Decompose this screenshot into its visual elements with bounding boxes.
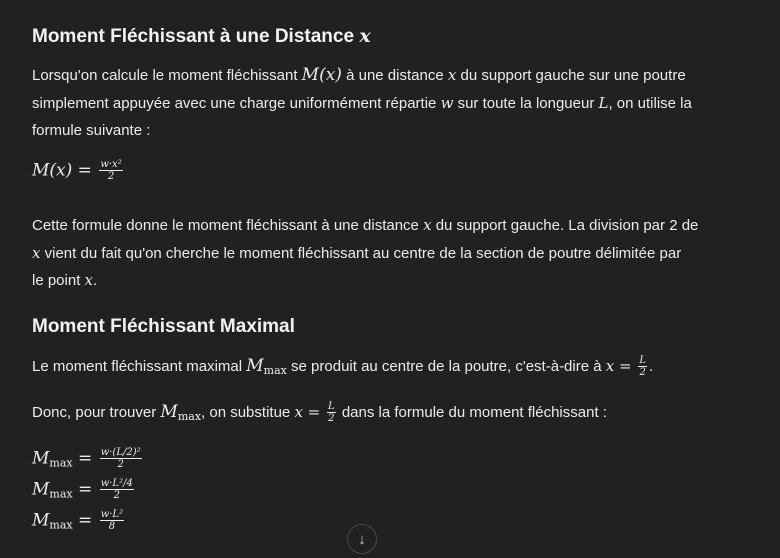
scroll-to-bottom-button[interactable] bbox=[347, 524, 377, 554]
arrow-down-icon: ↓ bbox=[358, 530, 366, 548]
paragraph-line: formule suivante : bbox=[32, 122, 151, 139]
fraction: $\frac{\text{w·x²}}{2}$ bbox=[100, 159, 122, 182]
paragraph-line: Donc, pour trouver $M_{max}$, on substitue x = $\frac{L}{2}$ dans la formule du moment fléchissant : bbox=[32, 401, 607, 425]
paragraph-line: simplement appuyée avec une charge uniformément répartie w sur toute la longueur L, on utilise la bbox=[32, 94, 692, 112]
paragraph-line: x vient du fait qu'on cherche le moment fléchissant au centre de la section de poutre délimitée par bbox=[32, 244, 682, 262]
formula-mmax-result: $M_{max}$ = $\frac{\text{w·L²}}{8}$ bbox=[32, 509, 124, 532]
formula-mmax-step2: $M_{max}$ = $\frac{\text{w·L²/4}}{2}$ bbox=[32, 478, 133, 501]
paragraph-line: Lorsqu'on calcule le moment fléchissant M(x) à une distance x du support gauche sur une poutre bbox=[32, 65, 686, 85]
formula-moment: M(x) = $\frac{\text{w·x²}}{2}$ bbox=[32, 159, 122, 182]
section-heading-moment-distance: Moment Fléchissant à une Distance x bbox=[32, 25, 371, 47]
paragraph-line: Le moment fléchissant maximal $M_{max}$ se produit au centre de la poutre, c'est-à-dire à x = $\frac{L}{2}$ . bbox=[32, 355, 654, 379]
section-heading-moment-max: Moment Fléchissant Maximal bbox=[32, 316, 295, 337]
formula-mmax-step1: $M_{max}$ = $\frac{\text{w·(L/2)²}}{2}$ bbox=[32, 447, 141, 470]
paragraph-line: le point x. bbox=[32, 271, 98, 289]
paragraph-line: Cette formule donne le moment fléchissant à une distance x du support gauche. La division par 2 de bbox=[32, 216, 699, 234]
